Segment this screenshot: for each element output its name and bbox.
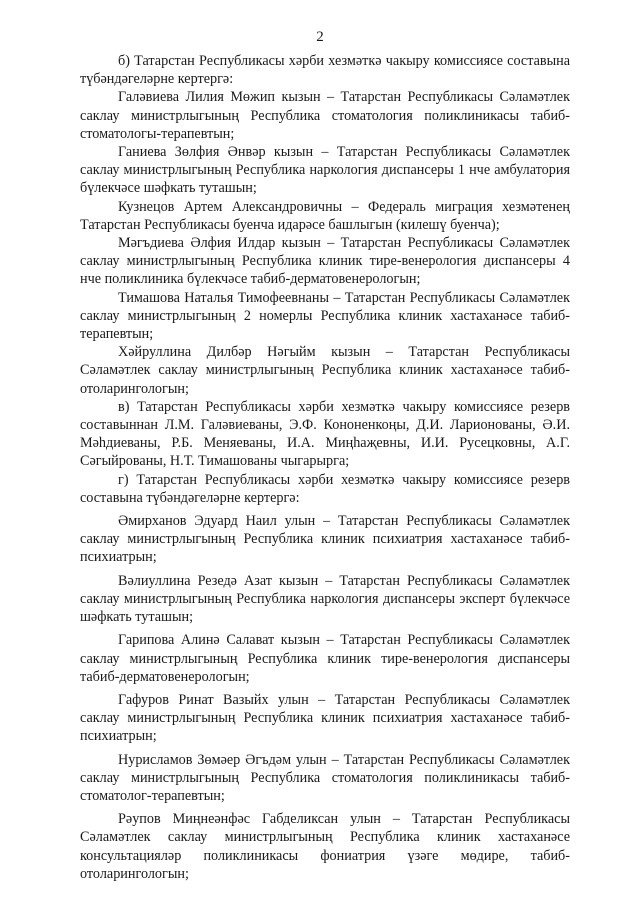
paragraph-kuznetsov: Кузнецов Артем Александровичны – Федераль миграция хезмәтенең Татарстан Республикасы буенча идарәсе башлыгын (килешү буенча);	[80, 198, 570, 233]
paragraph-v-reserve-removal: в) Татарстан Республикасы хәрби хезмәткә чакыру комиссиясе резерв составыннан Л.М. Галәвиеваны, Э.Ф. Кононенкоңы, Д.И. Ларионованы, Ә.И. Мәһдиеваны, Р.Б. Меняеваны, И.А. Миңһаҗевны, И.И. Русецковны, А.Г. Сәгыйрованы, Н.Т. Тимашованы чыгарырга;	[80, 398, 570, 470]
paragraph-timashova: Тимашова Наталья Тимофеевнаны – Татарстан Республикасы Сәламәтлек саклау министрлыгының 2 номерлы Республика клиник хастаханәсе табиб-терапевтын;	[80, 289, 570, 343]
paragraph-khairullina: Хәйруллина Дилбәр Нәгыйм кызын – Татарстан Республикасы Сәламәтлек саклау министрлыгының Республика клиник хастаханәсе табиб-отоларингологын;	[80, 344, 570, 397]
paragraph-g-reserve-intro: г) Татарстан Республикасы хәрби хезмәткә чакыру комиссиясе резерв составына түбәндәгеләрне кертергә:	[80, 471, 570, 506]
paragraph-amirkhanov: Әмирханов Эдуард Наил улын – Татарстан Республикасы Сәламәтлек саклау министрлыгының Республика клиник психиатрия хастаханәсе табиб-психиатрын;	[80, 513, 570, 566]
paragraph-magdieva: Мәгъдиева Әлфия Илдар кызын – Татарстан Республикасы Сәламәтлек саклау министрлыгының Республика клиник тире-венерология диспансеры 4 нче поликлиника бүлекчәсе табиб-дерматовенерологын;	[80, 235, 570, 288]
paragraph-garipova: Гарипова Алинә Салават кызын – Татарстан Республикасы Сәламәтлек саклау министрлыгының Республика клиник тире-венерология диспансеры табиб-дерматовенерологын;	[80, 632, 570, 685]
paragraph-raupov: Рәупов Миңнеәнфәс Габделиксан улын – Татарстан Республикасы Сәламәтлек саклау министрлыгының Республика клиник хастаханәсе консультацияләр поликлиникасы фониатрия үзәге мөдире, табиб-отоларингологын;	[80, 811, 570, 882]
paragraph-gafurov: Гафуров Ринат Вазыйх улын – Татарстан Республикасы Сәламәтлек саклау министрлыгының Республика клиник психиатрия хастаханәсе табиб-психиатрын;	[80, 691, 570, 745]
paragraph-b-intro: б) Татарстан Республикасы хәрби хезмәткә чакыру комиссиясе составына түбәндәгеләрне кертергә:	[80, 53, 570, 88]
paragraph-valiullina: Вәлиуллина Резедә Азат кызын – Татарстан Республикасы Сәламәтлек саклау министрлыгының Республика наркология диспансеры эксперт бүлекчәсе шәфкать туташын;	[80, 572, 570, 626]
document-body	[80, 52, 570, 883]
paragraph-galeevieva: Галәвиева Лилия Мөжип кызын – Татарстан Республикасы Сәламәтлек саклау министрлыгының Республика стоматология поликлиникасы табиб-стоматологы-терапевтын;	[80, 89, 570, 142]
paragraph-nurislamov: Нурисламов Зөмәер Әгъдәм улын – Татарстан Республикасы Сәламәтлек саклау министрлыгының Республика стоматология поликлиникасы табиб-стоматолог-терапевтын;	[80, 751, 570, 804]
page-number: 2	[316, 29, 324, 45]
paragraph-ganieva: Ганиева Зөлфия Әнвәр кызын – Татарстан Республикасы Сәламәтлек саклау министрлыгының Республика наркология диспансеры 1 нче амбулатория бүлекчәсе шәфкать туташын;	[80, 144, 570, 197]
